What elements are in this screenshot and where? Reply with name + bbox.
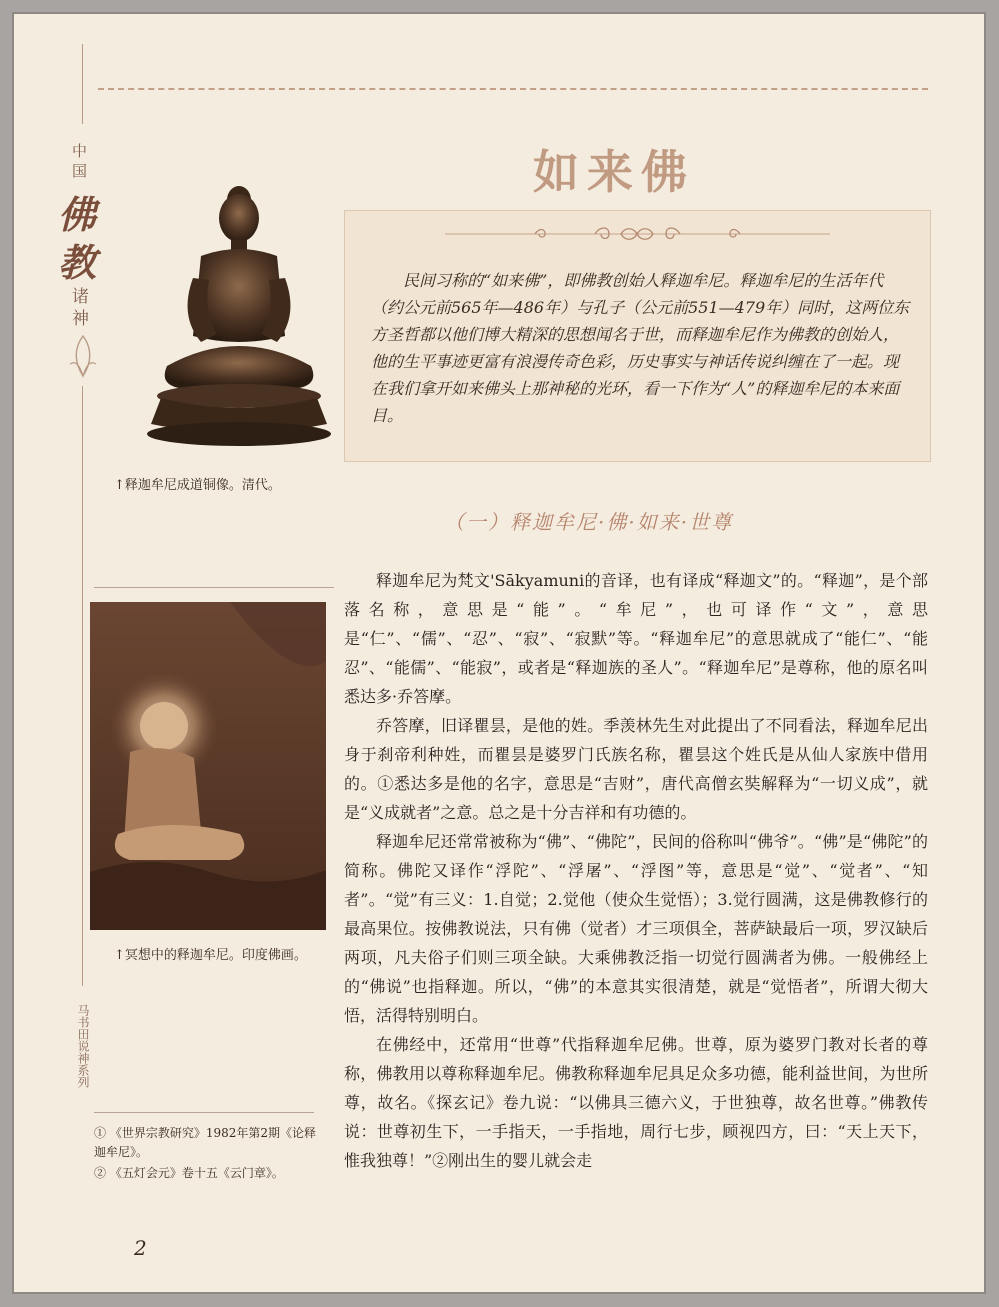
intro-box [344, 210, 931, 462]
sidebar-big-char: 教 [58, 240, 97, 285]
painting-caption: ↑冥想中的释迦牟尼。印度佛画。 [114, 948, 307, 963]
buddha-statue-image [139, 166, 339, 451]
cloud-ornament-icon [445, 225, 830, 243]
page-title: 如来佛 [533, 145, 695, 199]
caption-rule [94, 587, 334, 588]
body-paragraph: 释迦牟尼为梵文'Sākyamuni的音译，也有译成“释迦文”的。“释迦”，是个部落名称，意思是“能”。“牟尼”，也可译作“文”，意思是“仁”、“儒”、“忍”、“寂”、“寂默”等。“释迦牟尼”的意思就成了“能仁”、“能忍”、“能儒”、“能寂”，或者是“释迦族的圣人”。“释迦牟尼”是尊称，他的原名叫悉达多·乔答摩。 [344, 571, 928, 706]
intro-text: 民间习称的“如来佛”，即佛教创始人释迦牟尼。释迦牟尼的生活年代（约公元前565年—486年）与孔子（公元前551—479年）同时，这两位东方圣哲都以他们博大精深的思想闻名于世，而释迦牟尼作为佛教的创始人，他的生平事迹更富有浪漫传奇色彩，历史事实与神话传说纠缠在了一起。现在我们拿开如来佛头上那神秘的光环，看一下作为“人”的释迦牟尼的本来面目。 [371, 271, 910, 425]
section-heading: （一）释迦牟尼·佛·如来·世尊 [444, 510, 734, 534]
body-text [344, 566, 928, 1175]
sidebar-char: 诸 [72, 287, 89, 307]
body-paragraph: 释迦牟尼还常常被称为“佛”、“佛陀”，民间的俗称叫“佛爷”。“佛”是“佛陀”的简称。佛陀又译作“浮陀”、“浮屠”、“浮图”等，意思是“觉”、“觉者”、“知者”。“觉”有三义：1.自觉；2.觉他（使众生觉悟）；3.觉行圆满，这是佛教修行的最高果位。按佛教说法，只有佛（觉者）才三项俱全，菩萨缺最后一项，罗汉缺后两项，凡夫俗子们则三项全缺。大乘佛教泛指一切觉行圆满者为佛。一般佛经上的“佛说”也指释迦。所以，“佛”的本意其实很清楚，就是“觉悟者”，所谓大彻大悟，活得特别明白。 [344, 832, 928, 1025]
meditating-buddha-painting [90, 602, 326, 930]
footnote-rule [94, 1112, 314, 1113]
series-name: 马书田说神系列 [76, 1004, 90, 1088]
footnote-item: ① 《世界宗教研究》1982年第2期《论释迦牟尼》。 [94, 1126, 316, 1159]
footnotes [94, 1124, 324, 1185]
sidebar-char: 神 [72, 309, 89, 329]
page-number: 2 [134, 1236, 147, 1260]
lotus-ornament-icon [66, 334, 100, 380]
body-paragraph: 乔答摩，旧译瞿昙，是他的姓。季羡林先生对此提出了不同看法，释迦牟尼出身于刹帝利种姓，而瞿昙是婆罗门氏族名称，瞿昙这个姓氏是从仙人家族中借用的。①悉达多是他的名字，意思是“吉财”，唐代高僧玄奘解释为“一切义成”，就是“义成就者”之意。总之是十分吉祥和有功德的。 [344, 716, 928, 822]
statue-caption: ↑释迦牟尼成道铜像。清代。 [114, 478, 281, 493]
footnote-item: ② 《五灯会元》卷十五《云门章》。 [94, 1166, 284, 1180]
header-dashed-rule [98, 88, 928, 90]
sidebar-char: 国 [72, 162, 88, 180]
sidebar-line-top [82, 44, 83, 124]
book-page [14, 14, 984, 1292]
sidebar-char: 中 [72, 142, 88, 160]
body-paragraph: 在佛经中，还常用“世尊”代指释迦牟尼佛。世尊，原为婆罗门教对长者的尊称，佛教用以尊称释迦牟尼。佛教称释迦牟尼具足众多功德，能利益世间，为世所尊，故名。《探玄记》卷九说：“以佛具三德六义，于世独尊，故名世尊。”佛教传说：世尊初生下，一手指天，一手指地，周行七步，顾视四方，曰：“天上天下，惟我独尊！”②刚出生的婴儿就会走 [344, 1035, 928, 1170]
sidebar-line-bottom [82, 386, 83, 986]
sidebar-big-char: 佛 [58, 192, 97, 237]
